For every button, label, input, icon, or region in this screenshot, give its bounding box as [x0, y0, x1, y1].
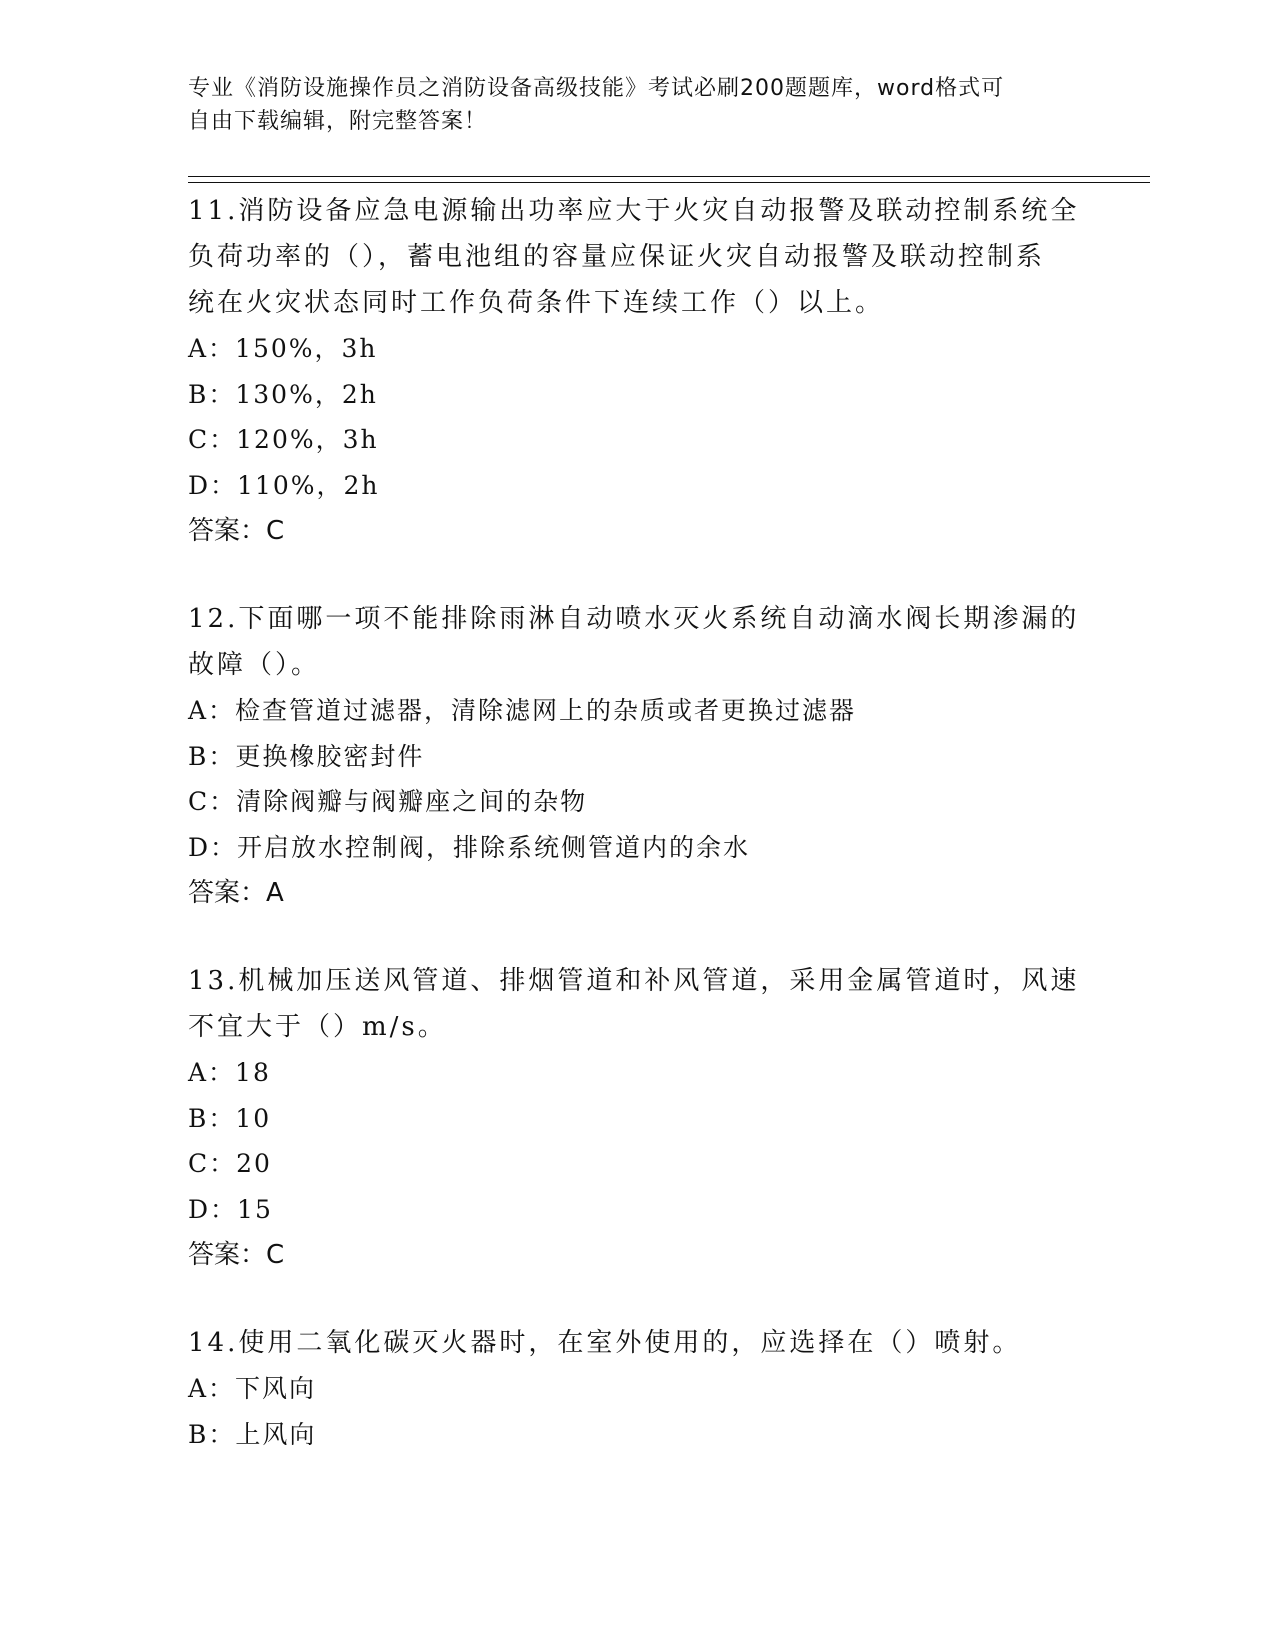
- answer-line: 答案：C: [188, 1240, 285, 1270]
- question-14: [188, 1320, 1088, 1457]
- header-line-2: 自由下载编辑，附完整答案！: [188, 109, 488, 134]
- option-d: D：开启放水控制阀，排除系统侧管道内的余水: [188, 832, 751, 862]
- question-stem-line: 13.机械加压送风管道、排烟管道和补风管道，采用金属管道时，风速: [188, 966, 1080, 996]
- option-b: B：更换橡胶密封件: [188, 741, 425, 771]
- question-stem-line: 统在火灾状态同时工作负荷条件下连续工作（）以上。: [188, 288, 885, 318]
- option-a: A：150%，3h: [188, 334, 378, 363]
- question-stem-line: 12.下面哪一项不能排除雨淋自动喷水灭火系统自动滴水阀长期渗漏的: [188, 604, 1080, 634]
- header-divider-top: [188, 176, 1150, 177]
- option-d: D：15: [188, 1194, 273, 1224]
- question-stem-line: 故障（）。: [188, 650, 321, 680]
- option-a: A：下风向: [188, 1374, 317, 1403]
- header-divider-bottom: [188, 182, 1150, 183]
- document-header: [188, 72, 1088, 138]
- option-c: C：120%，3h: [188, 425, 379, 454]
- option-b: B：10: [188, 1103, 272, 1133]
- answer-line: 答案：C: [188, 516, 285, 546]
- option-b: B：上风向: [188, 1419, 317, 1449]
- question-13: [188, 958, 1088, 1278]
- question-11: [188, 188, 1088, 554]
- question-stem-line: 11.消防设备应急电源输出功率应大于火灾自动报警及联动控制系统全: [188, 196, 1080, 226]
- option-c: C：清除阀瓣与阀瓣座之间的杂物: [188, 787, 588, 816]
- question-stem-line: 14.使用二氧化碳灭火器时，在室外使用的，应选择在（）喷射。: [188, 1328, 1022, 1358]
- option-a: A：检查管道过滤器，清除滤网上的杂质或者更换过滤器: [188, 696, 857, 725]
- option-c: C：20: [188, 1149, 272, 1178]
- question-stem-line: 不宜大于（）m/s。: [188, 1012, 447, 1042]
- answer-line: 答案：A: [188, 878, 284, 908]
- question-12: [188, 596, 1088, 916]
- question-stem-line: 负荷功率的（），蓄电池组的容量应保证火灾自动报警及联动控制系: [188, 242, 1046, 272]
- option-a: A：18: [188, 1058, 271, 1087]
- header-line-1: 专业《消防设施操作员之消防设备高级技能》考试必刷200题题库，word格式可: [188, 76, 1005, 101]
- option-b: B：130%，2h: [188, 379, 378, 409]
- option-d: D：110%，2h: [188, 470, 380, 500]
